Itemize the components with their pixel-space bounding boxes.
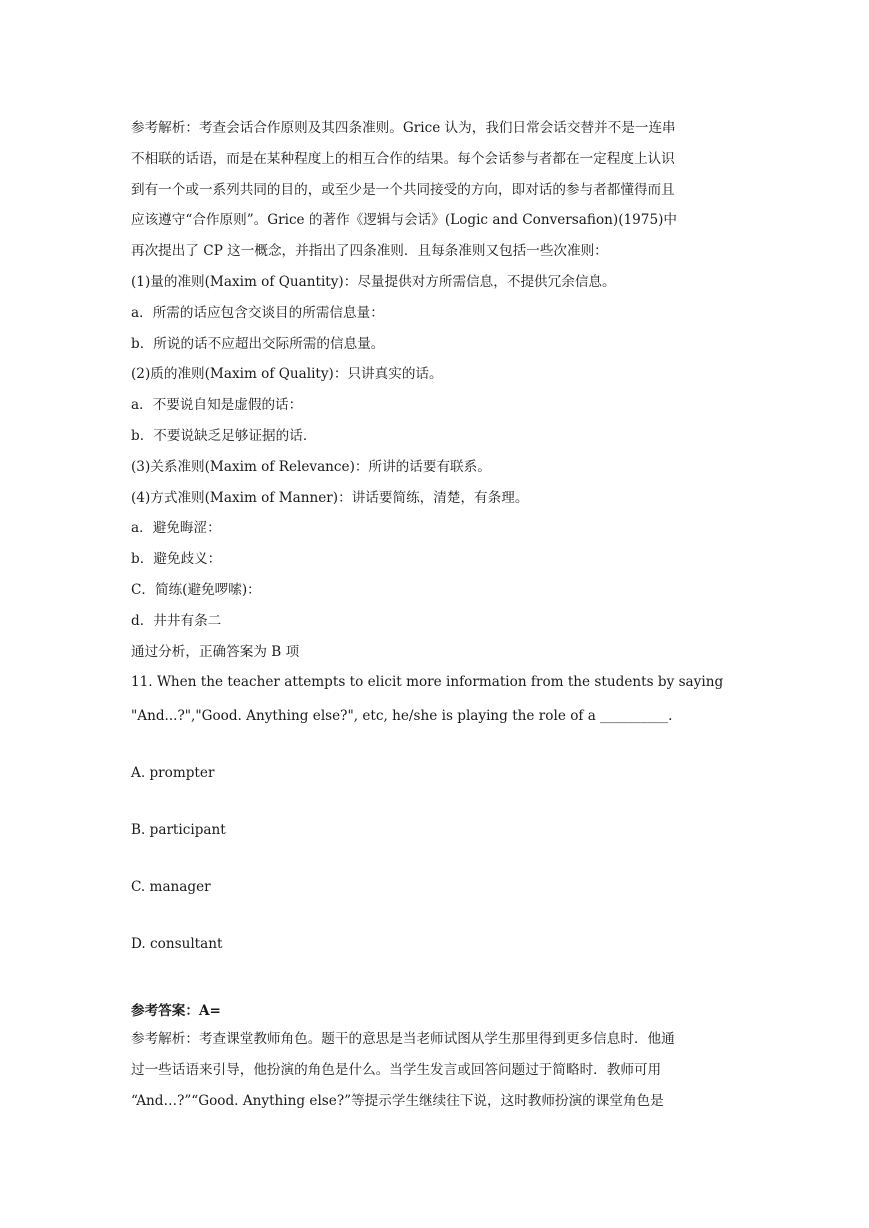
answer-label: 参考答案：A= <box>131 1003 221 1020</box>
option-c: C. manager <box>131 879 211 896</box>
analysis-line: 参考解析：考查会话合作原则及其四条准则。Grice 认为，我们日常会话交替并不是一连串 <box>131 120 676 136</box>
analysis-line: 通过分析，正确答案为 B 项 <box>131 643 300 660</box>
analysis-line: C．简练(避免啰嗦)： <box>131 581 261 598</box>
analysis-line: a．避免晦涩： <box>131 520 221 537</box>
analysis-line: (2)质的准则(Maxim of Quality)：只讲真实的话。 <box>131 366 443 383</box>
analysis-line: b．避免歧义： <box>131 551 222 568</box>
document-page <box>131 113 741 1117</box>
analysis-line: b．不要说缺乏足够证据的话． <box>131 427 317 444</box>
option-a: A. prompter <box>131 765 215 782</box>
analysis-line: 不相联的话语，而是在某种程度上的相互合作的结果。每个会话参与者都在一定程度上认识 <box>131 150 675 167</box>
analysis-line: d．井井有条二 <box>131 612 222 629</box>
analysis-line: (1)量的准则(Maxim of Quantity)：尽量提供对方所需信息，不提供冗余信息。 <box>131 273 616 290</box>
analysis-line: 参考解析：考查课堂教师角色。题干的意思是当老师试图从学生那里得到更多信息时．他通 <box>131 1031 675 1048</box>
analysis-section-1 <box>131 113 741 667</box>
analysis-line: 到有一个或一系列共同的目的，或至少是一个共同接受的方向，即对话的参与者都懂得而且 <box>131 181 675 198</box>
analysis-line: 应该遵守“合作原则”。Grice 的著作《逻辑与会话》(Logic and Conversafion)(1975)中 <box>131 212 677 229</box>
analysis-line: 再次提出了 CP 这一概念，并指出了四条准则．且每条准则又包括一些次准则： <box>131 243 608 260</box>
question-block <box>131 672 741 954</box>
question-stem-line-2: "And...?","Good. Anything else?", etc, he/she is playing the role of a __________. <box>131 708 673 725</box>
option-b: B. participant <box>131 822 226 839</box>
analysis-line: a．不要说自知是虚假的话： <box>131 397 303 414</box>
analysis-line: b．所说的话不应超出交际所需的信息量。 <box>131 335 385 352</box>
question-stem-line-1: 11. When the teacher attempts to elicit more information from the students by saying <box>131 674 724 691</box>
analysis-line: “And…?”“Good. Anything else?”等提示学生继续往下说，这时教师扮演的课堂角色是 <box>131 1092 664 1109</box>
option-d: D. consultant <box>131 936 223 953</box>
analysis-line: 过一些话语来引导，他扮演的角色是什么。当学生发言或回答问题过于简略时．教师可用 <box>131 1062 662 1079</box>
analysis-line: (3)关系准则(Maxim of Relevance)：所讲的话要有联系。 <box>131 458 491 475</box>
analysis-line: (4)方式准则(Maxim of Manner)：讲话要简练，清楚，有条理。 <box>131 489 529 506</box>
analysis-section-2 <box>131 1024 741 1116</box>
analysis-line: a．所需的话应包含交谈目的所需信息量： <box>131 304 384 321</box>
